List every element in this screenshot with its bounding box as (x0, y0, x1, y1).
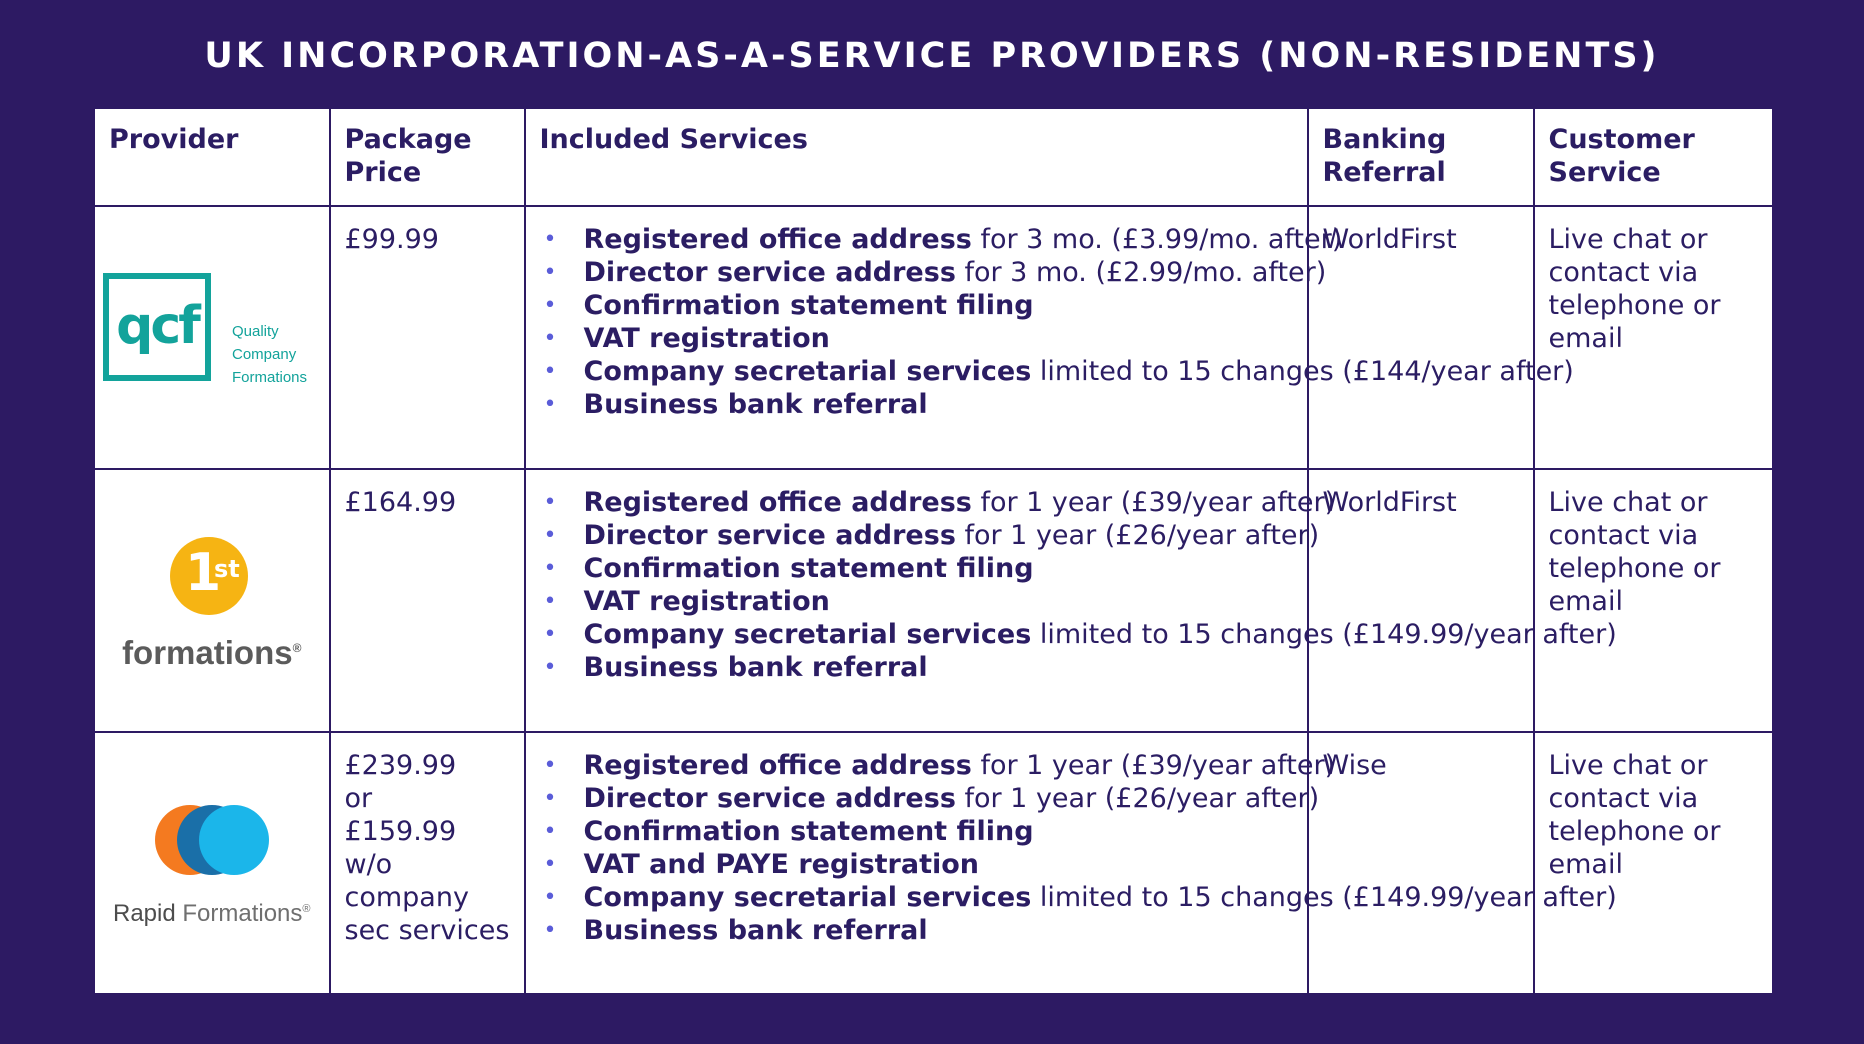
header-customer-service: Customer Service (1534, 108, 1774, 206)
list-item: • VAT registration (543, 322, 830, 354)
table-row (94, 732, 1774, 995)
provider-cell (94, 206, 330, 469)
list-item: • Registered office address for 1 year (£39/year after) (543, 749, 1336, 781)
list-item: • VAT registration (543, 585, 830, 617)
list-item: • Registered office address for 1 year (£39/year after) (543, 486, 1336, 518)
customer-service-cell: Live chat or contact via telephone or email (1534, 206, 1774, 469)
qcf-logo-box (103, 273, 211, 381)
list-item: • Director service address for 1 year (£26/year after) (543, 519, 1320, 551)
customer-service-cell: Live chat or contact via telephone or email (1534, 469, 1774, 732)
1st-formations-wordmark: formations® (122, 633, 302, 671)
header-package-price: Package Price (330, 108, 525, 206)
qcf-logo-words: Quality Company Formations (232, 322, 308, 386)
header-banking-referral: Banking Referral (1308, 108, 1534, 206)
banking-cell: Wise (1308, 732, 1534, 995)
rapid-formations-wordmark: Rapid Formations® (112, 899, 311, 927)
list-item: • Confirmation statement filing (543, 289, 1034, 321)
list-item: • Director service address for 3 mo. (£2.99/mo. after) (543, 256, 1327, 288)
qcf-logo-icon (95, 207, 329, 468)
provider-cell (94, 732, 330, 995)
qcf-logo-mark: qcf (116, 296, 198, 356)
list-item: • Company secretarial services limited to 15 changes (£149.99/year after) (543, 881, 1617, 913)
provider-cell (94, 469, 330, 732)
table-row (94, 206, 1774, 469)
list-item: • Business bank referral (543, 914, 928, 946)
1st-formations-badge: 1 st (170, 537, 248, 615)
customer-service-cell: Live chat or contact via telephone or email (1534, 732, 1774, 995)
list-item: • Director service address for 1 year (£26/year after) (543, 782, 1320, 814)
list-item: • Registered office address for 3 mo. (£3.99/mo. after) (543, 223, 1343, 255)
header-included-services: Included Services (525, 108, 1308, 206)
list-item: • VAT and PAYE registration (543, 848, 980, 880)
price-cell: £164.99 (330, 469, 525, 732)
banking-cell: WorldFirst (1308, 206, 1534, 469)
1st-formations-logo-icon (95, 470, 329, 731)
price-cell: £239.99 or £159.99 w/o company sec services (330, 732, 525, 995)
list-item: • Company secretarial services limited to 15 changes (£144/year after) (543, 355, 1574, 387)
providers-table (92, 106, 1775, 996)
banking-cell: WorldFirst (1308, 469, 1534, 732)
table-row (94, 469, 1774, 732)
page-title: UK INCORPORATION-AS-A-SERVICE PROVIDERS (NON-RESIDENTS) (204, 36, 1660, 76)
header-row (94, 108, 1774, 206)
price-cell: £99.99 (330, 206, 525, 469)
header-provider: Provider (94, 108, 330, 206)
list-item: • Confirmation statement filing (543, 815, 1034, 847)
rapid-formations-logo-icon (95, 733, 329, 994)
rapid-formations-circles (155, 805, 275, 877)
list-item: • Business bank referral (543, 651, 928, 683)
list-item: • Company secretarial services limited to 15 changes (£149.99/year after) (543, 618, 1617, 650)
list-item: • Business bank referral (543, 388, 928, 420)
list-item: • Confirmation statement filing (543, 552, 1034, 584)
